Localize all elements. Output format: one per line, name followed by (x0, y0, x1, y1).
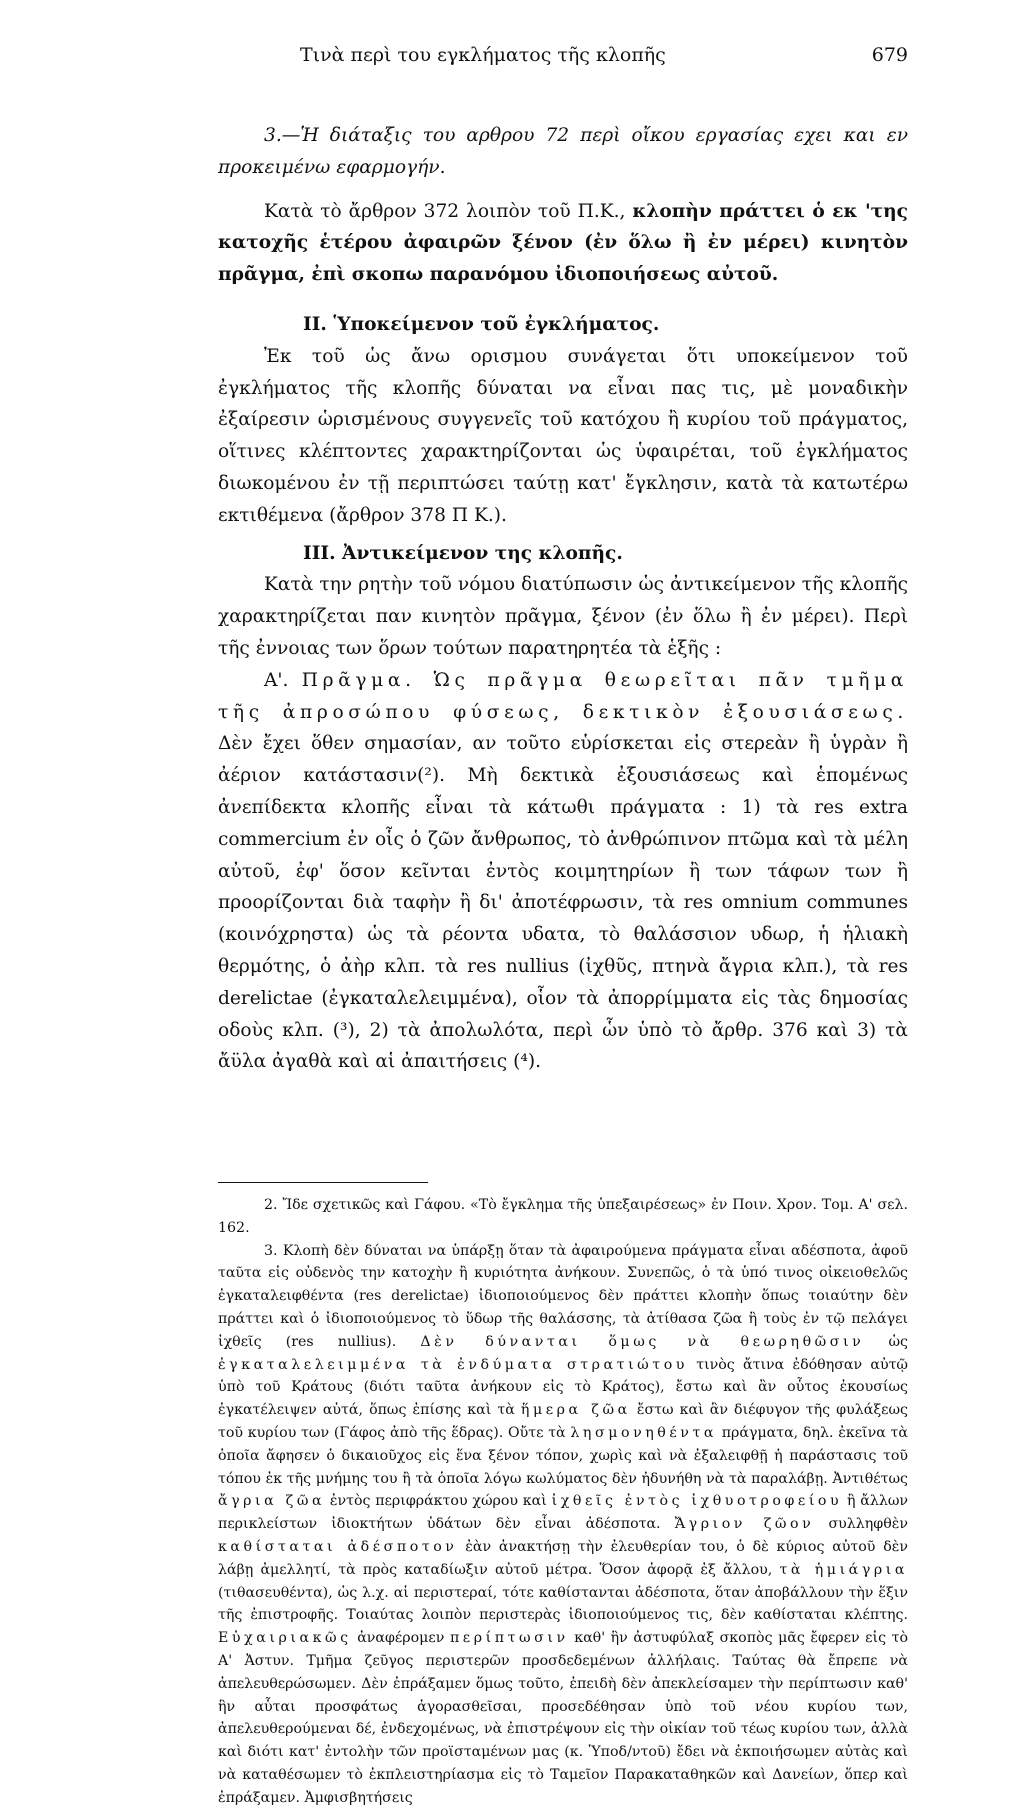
definition-bold: κλοπὴν πράττει ὁ εκ 'της κατοχῆς ἑτέρου ἀφαιρῶν ξένον (ἐν ὅλω ἢ ἐν μέρει) κινητὸν πρᾶγμα, ἐπὶ σκοπω παρανόμου ἰδιοποιήσεως αὐτοῦ. (218, 200, 908, 286)
fn3-part: πράγματα, δηλ. ἐκεῖνα τὰ ὁποῖα ἄφησεν ὁ δικαιοῦχος εἰς ἕνα ξένον τόπον, χωρὶς καὶ νὰ ἐξαλειφθῇ ἡ παράστασις τοῦ τόπου ἐκ τῆς μνήμης του ἢ τὰ ὁποῖα λόγω κωλύματος δὲν ἠδυνήθη νὰ τὰ παραλάβῃ. Ἀντιθέτως (218, 1424, 908, 1487)
fn3-part: ἢ ἄλλων περικλείστων ἰδιοκτήτων ὑδάτων δὲν εἶναι ἀδέσποτα. (218, 1493, 909, 1533)
footnote-2: 2. Ἴδε σχετικῶς καὶ Γάφου. «Τὸ ἔγκλημα τῆς ὑπεξαιρέσεως» ἐν Ποιν. Χρον. Τομ. Α' σελ. 162. (218, 1197, 908, 1236)
section-heading-ii: II. Ὑποκείμενον τοῦ ἐγκλήματος. (303, 313, 660, 335)
footnote-separator (218, 1182, 428, 1183)
running-title: Τινὰ περὶ του εγκλήματος τῆς κλοπῆς (300, 44, 666, 66)
section-heading-iii: III. Ἀντικείμενον της κλοπῆς. (303, 542, 623, 564)
paragraph-subject: Ἐκ τοῦ ὡς ἄνω ορισμου συνάγεται ὅτι υποκείμενον τοῦ ἐγκλήματος τῆς κλοπῆς δύναται να εἶναι πας τις, μὲ μοναδικὴν ἐξαίρεσιν ὡρισμένους συγγενεῖς τοῦ κατόχου ἢ κυρίου τοῦ πράγματος, οἵτινες κλέπτοντες χαρακτηρίζονται ὡς ὑφαιρέται, τοῦ ἐγκλήματος διωκομένου ἐν τῇ περιπτώσει ταύτῃ κατ' ἔγκλησιν, κατὰ τὰ κατωτέρω εκτιθέμενα (ἄρθρον 378 Π Κ.). (218, 345, 908, 526)
fn3-spaced: Ἄγριον ζῶον (674, 1516, 815, 1533)
paragraph-thing (218, 665, 908, 1078)
fn3-part: καθ' ἣν ἀστυφύλαξ σκοπὸς μᾶς ἔφερεν εἰς τὸ Α' Ἀστυν. Τμῆμα ζεῦγος περιστερῶν προσδεδεμένων ἀλλήλαις. Ταύτας θὰ ἔπρεπε νὰ ἀπελευθερώσωμεν. Δὲν ἐπράξαμεν ὅμως τοῦτο, ἐπειδὴ δὲν ἀπεκλείσαμεν τὴν περίπτωσιν καθ' ἣν αὗται προσφάτως ἀγορασθεῖσαι, προσεδέθησαν ὑπὸ τοῦ νέου κυρίου των, ἀπελευθερούμεναι δέ, ἐνδεχομένως, νὰ ἐπιστρέψουν εἰς τὴν οἰκίαν τοῦ τέως κυρίου των, ἀλλὰ καὶ διότι κατ' ἐντολὴν τῶν προϊσταμένων μας (κ. Ὑποδ/ντοῦ) ἔδει νὰ ἐκποιήσωμεν αὐτὰς καὶ νὰ καταθέσωμεν τὸ ἐκπλειστηρίασμα εἰς τὸ Ταμεῖον Παρακαταθηκῶν καὶ Δανείων, ὅπερ καὶ ἐπράξαμεν. Ἀμφισβητήσεις (218, 1630, 908, 1806)
fn3-part: ἐὰν ἀνακτήσῃ τὴν ἐλευθερίαν του, ὁ δὲ κύριος αὐτοῦ δὲν λάβῃ ἀμελλητί, τὰ πρὸς καταδίωξιν αὐτοῦ μέτρα. Ὅσον ἀφορᾷ ἐξ ἄλλου, (218, 1538, 908, 1578)
fn3-part: ἐντὸς περιφράκτου χώρου καὶ (325, 1493, 552, 1510)
subsection-label: Α'. (264, 669, 289, 691)
footnotes (218, 1194, 908, 1810)
definition-lead: Κατὰ τὸ ἄρθρον 372 λοιπὸν τοῦ Π.Κ., (264, 200, 633, 222)
fn3-spaced: ἰχθεῖς ἐντὸς ἰχθυοτροφείου (551, 1493, 843, 1510)
main-text (218, 120, 908, 1078)
fn3-spaced: καθίσταται ἀδέσποτον (218, 1538, 458, 1555)
footnote-3 (218, 1240, 908, 1810)
fn3-spaced: ἥμερα ζῶα (520, 1402, 631, 1419)
page-number: 679 (871, 44, 908, 66)
fn3-part: συλληφθὲν (814, 1516, 908, 1533)
fn3-spaced: τὰ ἡμιάγρια (779, 1561, 908, 1578)
fn3-part: ἔστω καὶ ἂν διέφυγον τῆς φυλάξεως τοῦ κυρίου των (Γάφος ἀπὸ τῆς ἕδρας). Οὔτε τὰ (218, 1402, 908, 1441)
fn3-spaced: ἐγκαταλελειμμένα τὰ ἐνδύματα στρατιώτου (218, 1356, 688, 1373)
paragraph-article-72: 3.—Ἡ διάταξις του αρθρου 72 περὶ οἴκου εργασίας εχει και εν προκειμένω εφαρμογήν. (218, 125, 908, 178)
paragraph-definition (218, 196, 908, 291)
fn3-spaced: περίπτωσιν (449, 1630, 569, 1647)
fn3-spaced: Δὲν δύνανται ὅμως νὰ θεωρηθῶσιν (420, 1333, 865, 1350)
thing-definition-spaced: Πρᾶγμα. Ὡς πρᾶγμα θεωρεῖται πᾶν τμῆμα τῆς ἀπροσώπου φύσεως, δεκτικὸν ἐξουσιάσεως. (218, 669, 908, 723)
fn3-part: τινὸς ἄτινα ἐδόθησαν αὐτῷ ὑπὸ τοῦ Κράτους (διότι ταῦτα ἀνήκουν εἰς τὸ Κράτος), ἔστω καὶ ἂν οὗτος ἐκουσίως ἐγκατέλειψεν αὐτά, ὅπως ἐπίσης καὶ τὰ (218, 1356, 908, 1419)
fn3-spaced: ἄγρια ζῶα (218, 1493, 326, 1510)
fn3-part: (τιθασευθέντα), ὡς λ.χ. αἱ περιστεραί, τότε καθίστανται ἀδέσποτα, ὅταν ἀποβάλλουν τὴν ἕξιν τῆς ἐπιστροφῆς. Τοιαύτας λοιπὸν περιστερὰς ἰδιοποιούμενος τις, δὲν καθίσταται κλέπτης. (218, 1584, 908, 1624)
thing-explanation: Δὲν ἔχει ὅθεν σημασίαν, αν τοῦτο εὑρίσκεται εἰς στερεὰν ἢ ὑγρὰν ἢ ἀέριον κατάστασιν(²). Μὴ δεκτικὰ ἐξουσιάσεως καὶ ἑπομένως ἀνεπίδεκτα κλοπῆς εἶναι τὰ κάτωθι πράγματα : 1) τὰ res extra commercium ἐν οἷς ὁ ζῶν ἄνθρωπος, τὸ ἀνθρώπινον πτῶμα καὶ τὰ μέλη αὐτοῦ, ἐφ' ὅσον κεῖνται ἐντὸς κοιμητηρίων ἢ των τάφων των ἢ προορίζονται διὰ ταφὴν ἢ δι' ἀποτέφρωσιν, τὰ res omnium communes (κοινόχρηστα) ὡς τὰ ρέοντα υδατα, τὸ θαλάσσιον υδωρ, ἡ ἡλιακὴ θερμότης, ὁ ἀὴρ κλπ. τὰ res nullius (ἰχθῦς, πτηνὰ ἄγρια κλπ.), τὰ res derelictae (ἐγκαταλελειμμένα), οἷον τὰ ἀπορρίμματα εἰς τὰς δημοσίας οδοὺς κλπ. (³), 2) τὰ ἀπολωλότα, περὶ ὧν ὑπὸ τὸ ἄρθρ. 376 καὶ 3) τὰ ἄϋλα ἀγαθὰ καὶ αἱ ἀπαιτήσεις (⁴). (218, 733, 908, 1073)
fn3-part: ὡς (864, 1333, 909, 1350)
fn3-spaced: Εὐχαιριακῶς (218, 1630, 352, 1647)
paragraph-object: Κατὰ την ρητὴν τοῦ νόμου διατύπωσιν ὡς ἀντικείμενον τῆς κλοπῆς χαρακτηρίζεται παν κινητὸν πρᾶγμα, ξένον (ἐν ὅλω ἢ ἐν μέρει). Περὶ τῆς ἐννοιας των ὅρων τούτων παρατηρητέα τὰ ἑξῆς : (218, 574, 908, 659)
fn3-spaced: λησμονηθέντα (570, 1424, 717, 1441)
running-header (300, 44, 908, 66)
fn3-part: 3. Κλοπὴ δὲν δύναται να ὑπάρξῃ ὅταν τὰ ἀφαιρούμενα πράγματα εἶναι αδέσποτα, ἀφοῦ ταῦτα εἰς οὐδενὸς την κατοχὴν ἢ κυριότητα ἀνήκουν. Συνεπῶς, ὁ τὰ ὑπό τινος οἰκειοθελῶς ἐγκαταλειφθέντα (res derelictae) ἰδιοποιούμενος δὲν πράττει κλοπὴν ὅπως τοιαύτην δὲν πράττει καὶ ὁ ἰδιοποιούμενος τὸ ὕδωρ τῆς θαλάσσης, τὰ ἀτίθασα ζῶα ἢ τοὺς ἐν τῷ πελάγει ἰχθεῖς (res nullius). (218, 1242, 908, 1350)
fn3-part: ἀναφέρομεν (351, 1630, 450, 1647)
